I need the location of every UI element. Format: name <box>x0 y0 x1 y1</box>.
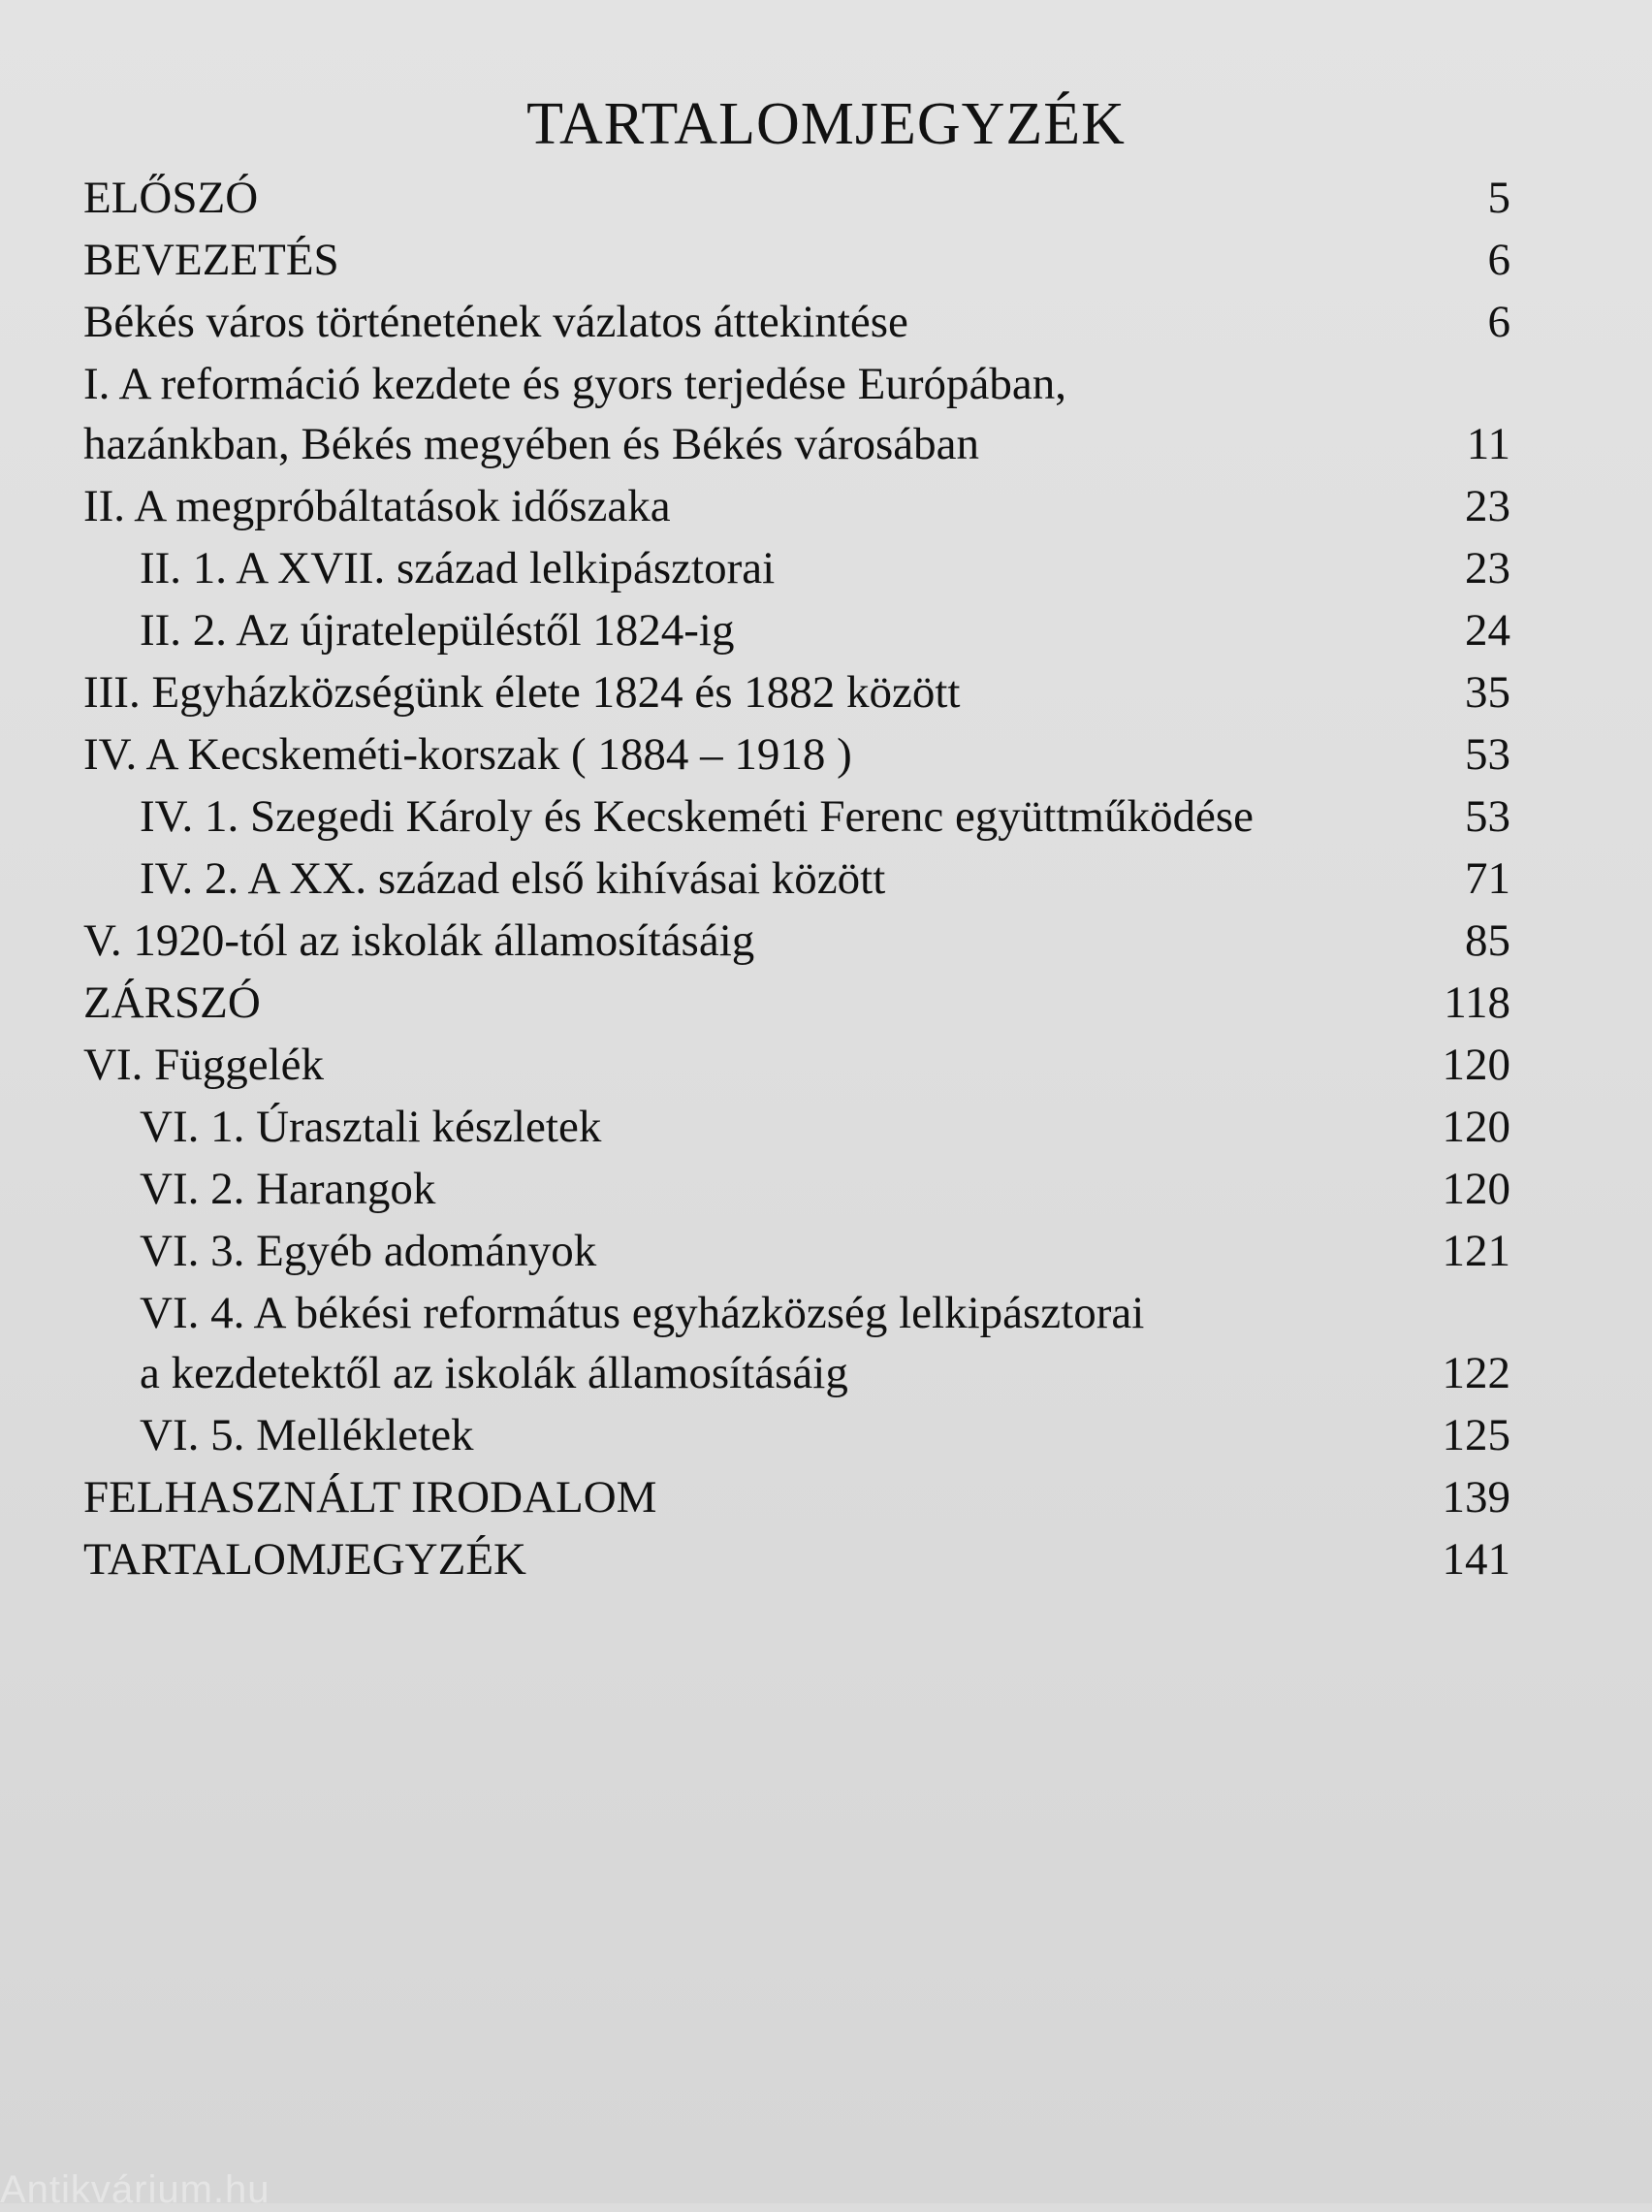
toc-entry <box>83 413 1510 475</box>
toc-entry <box>83 229 1510 291</box>
toc-entry <box>83 1528 1510 1590</box>
toc-entry-label: I. A reformáció kezdete és gyors terjedése Európában, <box>83 359 1066 409</box>
toc-entry-page: 120 <box>1442 1040 1510 1090</box>
toc-entry-page: 23 <box>1465 481 1510 531</box>
toc-entry-page: 118 <box>1444 978 1510 1028</box>
toc-entry-page: 53 <box>1465 791 1510 842</box>
toc-entry-label: TARTALOMJEGYZÉK <box>83 1534 526 1585</box>
toc-entry <box>83 1282 1510 1342</box>
toc-entry <box>83 475 1510 537</box>
toc-entry-label: VI. 4. A békési református egyházközség lelkipásztorai <box>140 1288 1145 1338</box>
toc-entry-page: 11 <box>1466 419 1510 469</box>
toc-entry <box>83 723 1510 785</box>
toc-entry-label: II. 1. A XVII. század lelkipásztorai <box>140 543 776 593</box>
toc-entry-label: II. A megpróbáltatások időszaka <box>83 481 671 531</box>
toc-entry-page: 120 <box>1442 1102 1510 1152</box>
toc-entry <box>83 291 1510 353</box>
toc-entry-page: 139 <box>1442 1472 1510 1523</box>
toc-entry-page: 141 <box>1442 1534 1510 1585</box>
toc-entry-label: ZÁRSZÓ <box>83 978 261 1028</box>
toc-entry-label: IV. 1. Szegedi Károly és Kecskeméti Ferenc együttműködése <box>140 791 1254 842</box>
toc-entry-page: 53 <box>1465 729 1510 780</box>
toc-entry-label: VI. 5. Mellékletek <box>140 1410 474 1460</box>
toc-entry <box>83 1034 1510 1096</box>
toc-entry <box>83 1158 1510 1220</box>
watermark: Antikvárium.hu <box>0 2168 270 2211</box>
toc-entry <box>83 537 1510 599</box>
toc-entry-page: 121 <box>1442 1226 1510 1276</box>
page-title: TARTALOMJEGYZÉK <box>526 91 1126 157</box>
toc-entry <box>83 167 1510 229</box>
toc-entry <box>83 848 1510 910</box>
toc-entry <box>83 1220 1510 1282</box>
toc-entry-label: V. 1920-tól az iskolák államosításáig <box>83 915 755 966</box>
toc-entry-label: VI. 1. Úrasztali készletek <box>140 1102 602 1152</box>
toc-entry-page: 120 <box>1442 1164 1510 1214</box>
toc-entry-page: 24 <box>1465 605 1510 656</box>
toc-entry <box>83 972 1510 1034</box>
toc-entry-label: IV. A Kecskeméti-korszak ( 1884 – 1918 ) <box>83 729 852 780</box>
toc-entry-label: ELŐSZÓ <box>83 173 259 223</box>
toc-entry <box>83 1342 1510 1404</box>
toc-entry <box>83 1404 1510 1466</box>
toc-entry-label: VI. Függelék <box>83 1040 325 1090</box>
toc-entry-page: 6 <box>1487 297 1510 347</box>
toc-entry-label: Békés város történetének vázlatos áttekintése <box>83 297 908 347</box>
toc-entry <box>83 1096 1510 1158</box>
toc-entry-page: 71 <box>1465 853 1510 904</box>
toc-entry-page: 5 <box>1487 173 1510 223</box>
toc-entry-label: a kezdetektől az iskolák államosításáig <box>140 1348 848 1398</box>
toc-entry-page: 35 <box>1465 667 1510 718</box>
toc-entry-page: 122 <box>1442 1348 1510 1398</box>
toc-entry-label: III. Egyházközségünk élete 1824 és 1882 között <box>83 667 961 718</box>
toc-entry <box>83 910 1510 972</box>
toc-entry <box>83 785 1510 848</box>
toc-entry-page: 6 <box>1487 235 1510 285</box>
toc-entry-page: 125 <box>1442 1410 1510 1460</box>
toc-entry-label: BEVEZETÉS <box>83 235 339 285</box>
toc-entry <box>83 353 1510 413</box>
table-of-contents <box>83 167 1510 1590</box>
toc-entry <box>83 599 1510 661</box>
toc-entry-page: 85 <box>1465 915 1510 966</box>
toc-entry-page: 23 <box>1465 543 1510 593</box>
toc-entry-label: FELHASZNÁLT IRODALOM <box>83 1472 657 1523</box>
toc-entry-label: hazánkban, Békés megyében és Békés városában <box>83 419 979 469</box>
toc-entry-label: VI. 2. Harangok <box>140 1164 436 1214</box>
toc-entry-label: II. 2. Az újratelepüléstől 1824-ig <box>140 605 735 656</box>
toc-entry <box>83 661 1510 723</box>
toc-entry-label: VI. 3. Egyéb adományok <box>140 1226 597 1276</box>
toc-entry-label: IV. 2. A XX. század első kihívásai között <box>140 853 886 904</box>
toc-entry <box>83 1466 1510 1528</box>
